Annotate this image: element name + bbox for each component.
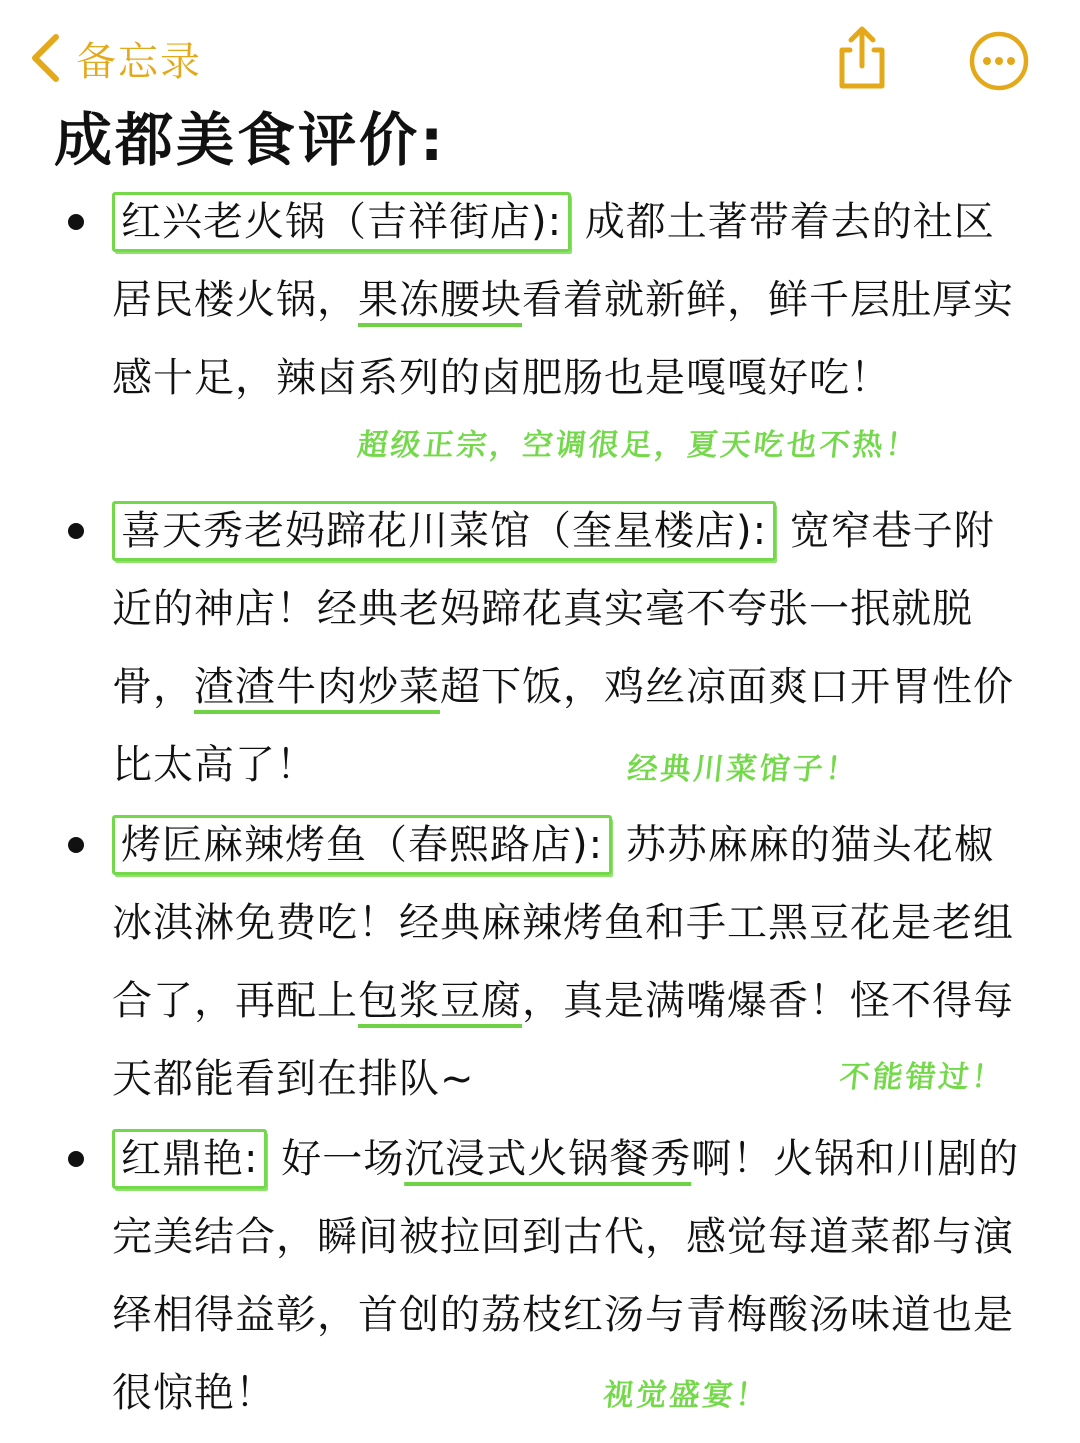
back-label: 备忘录 <box>76 38 202 85</box>
bullet <box>68 1151 84 1167</box>
restaurant-name: 喜天秀老妈蹄花川菜馆（奎星楼店): <box>121 508 768 554</box>
handwritten-annotation: 经典川菜馆子！ <box>625 752 861 787</box>
item-description-rest: 啊！火锅和川剧的完美结合，瞬间被拉回到古代，感觉每道菜都与演绎相得益彰，首创的荔枝红汤与青梅酸汤味道也是很惊艳！ <box>112 1136 1020 1416</box>
restaurant-name-box <box>112 1129 267 1189</box>
restaurant-name: 红兴老火锅（吉祥街店): <box>121 199 563 245</box>
restaurant-name-box <box>112 815 612 875</box>
highlighted-dish: 果冻腰块 <box>358 277 522 323</box>
item-description: 宽窄巷子附近的神店！经典老妈蹄花真实毫不夸张一抿就脱骨， <box>112 508 995 710</box>
bullet <box>68 523 84 539</box>
item-description: 苏苏麻麻的猫头花椒冰淇淋免费吃！经典麻辣烤鱼和手工黑豆花是老组合了，再配上 <box>112 822 1014 1024</box>
item-text <box>112 183 1022 417</box>
bullet <box>68 214 84 230</box>
item-description: 成都土著带着去的社区居民楼火锅， <box>112 199 995 323</box>
handwritten-annotation: 视觉盛宴！ <box>601 1378 771 1413</box>
restaurant-name-box <box>112 192 571 252</box>
item-description-rest: 超下饭，鸡丝凉面爽口开胃性价比太高了！ <box>112 664 1014 788</box>
highlighted-dish: 渣渣牛肉炒菜 <box>194 664 440 710</box>
highlighted-dish: 包浆豆腐 <box>358 978 522 1024</box>
highlighted-dish: 沉浸式火锅餐秀 <box>404 1136 692 1182</box>
handwritten-annotation: 不能错过！ <box>837 1060 1007 1095</box>
item-text <box>112 492 1022 804</box>
restaurant-name: 烤匠麻辣烤鱼（春熙路店): <box>121 822 604 868</box>
item-text <box>112 1120 1022 1432</box>
item-description-rest: 看着就新鲜，鲜千层肚厚实感十足，辣卤系列的卤肥肠也是嘎嘎好吃！ <box>112 277 1014 401</box>
handwritten-annotation: 超级正宗，空调很足，夏天吃也不热！ <box>355 428 921 463</box>
item-description-rest: ，真是满嘴爆香！怪不得每天都能看到在排队~ <box>112 978 1014 1102</box>
bullet <box>68 837 84 853</box>
restaurant-name: 红鼎艳: <box>121 1136 259 1182</box>
restaurant-name-box <box>112 501 776 561</box>
item-description: 好一场 <box>281 1136 405 1182</box>
note-title: 成都美食评价: <box>54 106 447 174</box>
